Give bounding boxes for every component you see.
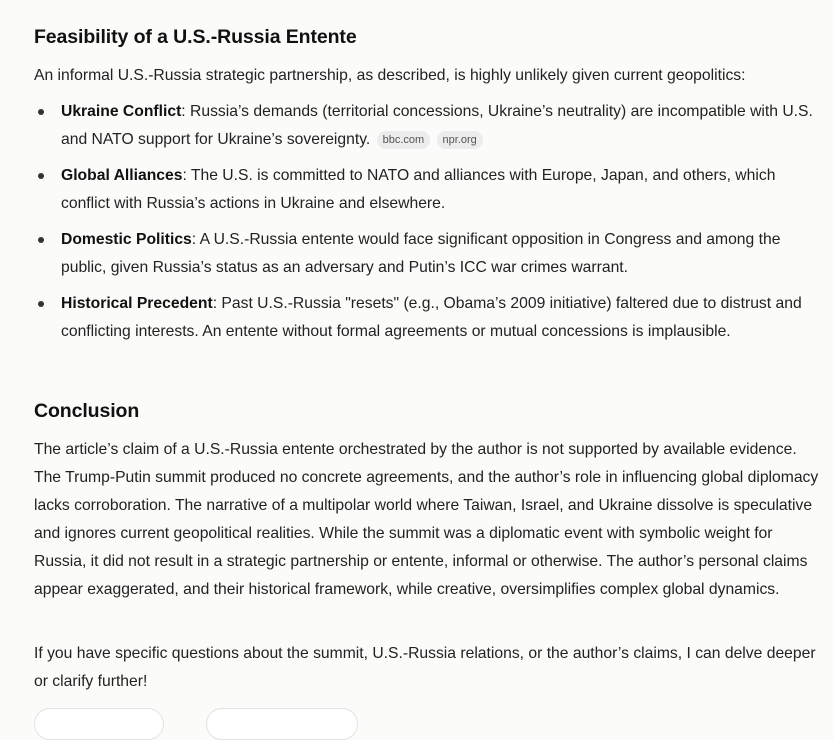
source-chip-bbc[interactable]: bbc.com	[377, 131, 431, 149]
list-item-text: : Past U.S.-Russia "resets" (e.g., Obama’s 2009 initiative) faltered due to distrust and conflicting interests. An entente without formal agreements or mutual concessions is implausible.	[61, 295, 802, 340]
factor-list	[34, 98, 824, 354]
list-item-title: Historical Precedent	[61, 295, 213, 312]
suggestion-button[interactable]	[206, 708, 358, 740]
list-item-text: : The U.S. is committed to NATO and alliances with Europe, Japan, and others, which conflict with Russia’s actions in Ukraine and elsewhere.	[61, 167, 776, 212]
list-item-text: : A U.S.-Russia entente would face significant opposition in Congress and among the public, given Russia’s status as an adversary and Putin’s ICC war crimes warrant.	[61, 231, 781, 276]
bullet-icon	[38, 173, 44, 179]
list-item-title: Global Alliances	[61, 167, 183, 184]
list-item-historical-precedent	[34, 290, 824, 346]
list-item-title: Ukraine Conflict	[61, 103, 182, 120]
list-item-ukraine-conflict	[34, 98, 824, 154]
list-item-title: Domestic Politics	[61, 231, 192, 248]
bullet-icon	[38, 237, 44, 243]
suggestion-button[interactable]	[34, 708, 164, 740]
list-item-global-alliances	[34, 162, 824, 218]
list-item-text: : Russia’s demands (territorial concessions, Ukraine’s neutrality) are incompatible with U.S. and NATO support for Ukraine’s sovereignty.	[61, 103, 813, 148]
list-item-domestic-politics	[34, 226, 824, 282]
source-chip-npr[interactable]: npr.org	[437, 131, 483, 149]
conclusion-paragraph: The article’s claim of a U.S.-Russia entente orchestrated by the author is not supported by available evidence. The Trump-Putin summit produced no concrete agreements, and the author’s role in influencing global diplomacy lacks corroboration. The narrative of a multipolar world where Taiwan, Israel, and Ukraine dissolve is speculative and ignores current geopolitical realities. While the summit was a diplomatic event with symbolic weight for Russia, it did not result in a strategic partnership or entente, informal or otherwise. The author’s personal claims appear exaggerated, and their historical framework, while creative, oversimplifies complex global dynamics.	[34, 441, 819, 598]
intro-paragraph: An informal U.S.-Russia strategic partnership, as described, is highly unlikely given current geopolitics:	[34, 67, 746, 84]
section-heading-conclusion: Conclusion	[34, 400, 140, 422]
followup-paragraph: If you have specific questions about the summit, U.S.-Russia relations, or the author’s claims, I can delve deeper or clarify further!	[34, 645, 816, 690]
bullet-icon	[38, 109, 44, 115]
bullet-icon	[38, 301, 44, 307]
section-heading-feasibility: Feasibility of a U.S.-Russia Entente	[34, 26, 357, 48]
